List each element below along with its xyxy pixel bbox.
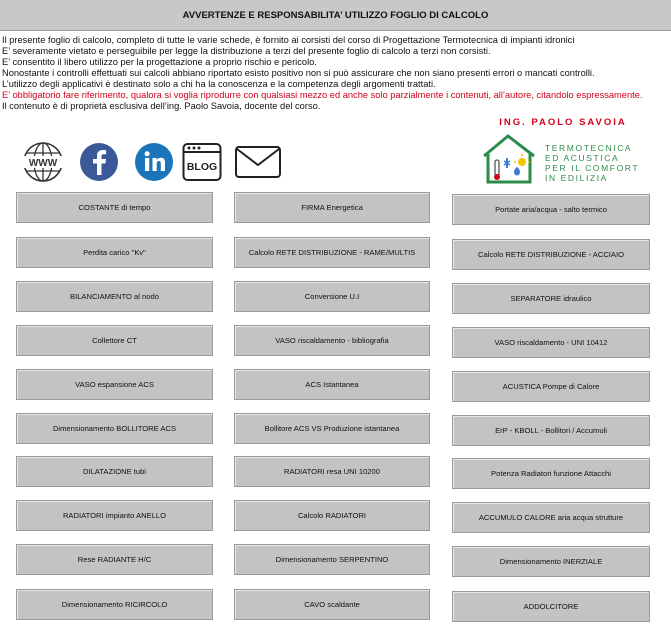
sheet-link-button[interactable]: Perdita carico "Kv" [16,237,213,268]
disclaimer-line: Nonostante i controlli effettuati sui calcoli abbiano riportato esisto positivo non si può assicurare che non siano presenti errori o mancati controlli. [2,68,595,78]
sheet-link-button[interactable]: BILANCIAMENTO al nodo [16,281,213,312]
sheet-link-button[interactable]: ADDOLCITORE [452,591,650,622]
sheet-link-button[interactable]: CAVO scaldante [234,589,430,620]
disclaimer-line: E’ severamente vietato e perseguibile per legge la distribuzione a terzi del presente foglio di calcolo a terzi non corsisti. [2,46,491,56]
sheet-link-button[interactable]: Potenza Radiatori funzione Attacchi [452,458,650,489]
ownership-line: Il contenuto è di proprietà esclusiva dell’ing. Paolo Savoia, docente del corso. [2,101,321,111]
sheet-link-button[interactable]: Portate aria/acqua - salto termico [452,194,650,225]
sheet-link-button[interactable]: Bollitore ACS VS Produzione istantanea [234,413,430,444]
sheet-link-button[interactable]: VASO riscaldamento - bibliografia [234,325,430,356]
logo-name: ING. PAOLO SAVOIA [499,117,627,128]
linkedin-icon[interactable] [134,142,174,182]
sheet-link-button[interactable]: VASO espansione ACS [16,369,213,400]
logo-tagline-line: IN EDILIZIA [545,173,608,183]
disclaimer-text [2,35,667,112]
house-comfort-icon [478,130,544,186]
sheet-link-button[interactable]: RADIATORI impianto ANELLO [16,500,213,531]
sheet-link-button[interactable]: ErP - KBOLL - Bollitori / Accumuli [452,415,650,446]
sheet-link-button[interactable]: Dimensionamento INERZIALE [452,546,650,577]
facebook-icon[interactable] [79,142,119,182]
page-title: AVVERTENZE E RESPONSABILITA’ UTILIZZO FOGLIO DI CALCOLO [0,0,671,31]
sheet-link-button[interactable]: Calcolo RETE DISTRIBUZIONE - ACCIAIO [452,239,650,270]
logo-tagline-line: PER IL COMFORT [545,163,640,173]
www-label: WWW [28,158,58,169]
sheet-link-button[interactable]: ACCUMULO CALORE aria acqua strutture [452,502,650,533]
sheet-link-button[interactable]: Dimensionamento RICIRCOLO [16,589,213,620]
sheet-link-button[interactable]: Conversione U.I [234,281,430,312]
disclaimer-line: L’utilizzo degli applicativi è destinato solo a chi ha la conoscenza e la competenza degli argomenti trattati. [2,79,436,89]
sheet-link-button[interactable]: ACS Istantanea [234,369,430,400]
sheet-link-button[interactable]: ACUSTICA Pompe di Calore [452,371,650,402]
sheet-link-button[interactable]: COSTANTE di tempo [16,192,213,223]
sheet-link-button[interactable]: DILATAZIONE tubi [16,456,213,487]
sheet-link-button[interactable]: Dimensionamento BOLLITORE ACS [16,413,213,444]
globe-www-icon[interactable] [20,139,66,185]
sheet-link-button[interactable]: Calcolo RETE DISTRIBUZIONE - RAME/MULTIS [234,237,430,268]
blog-icon[interactable] [182,142,222,182]
logo-tagline-line: TERMOTECNICA [545,143,633,153]
social-icons [20,139,282,185]
sheet-link-button[interactable]: SEPARATORE idraulico [452,283,650,314]
sheet-link-button[interactable]: RADIATORI resa UNI 10200 [234,456,430,487]
mail-icon[interactable] [234,142,282,182]
disclaimer-line: Il presente foglio di calcolo, completo di tutte le varie schede, è fornito ai corsisti del corso di Progettazione Termotecnica di impianti idronici [2,35,575,45]
sheet-link-button[interactable]: Rese RADIANTE H/C [16,544,213,575]
sheet-link-button[interactable]: VASO riscaldamento - UNI 10412 [452,327,650,358]
logo-tagline-line: ED ACUSTICA [545,153,620,163]
sheet-link-button[interactable]: Calcolo RADIATORI [234,500,430,531]
sheet-link-button[interactable]: Collettore CT [16,325,213,356]
blog-label: BLOG [186,161,218,173]
sheet-link-button[interactable]: FIRMA Energetica [234,192,430,223]
attribution-warning: E’ obbligatorio fare riferimento, qualora si voglia riprodurre con qualsiasi mezzo ed anche solo parzialmente i contenuti, all’autore, citandolo espressamente. [2,90,643,100]
author-logo [478,117,648,187]
sheet-link-button[interactable]: Dimensionamento SERPENTINO [234,544,430,575]
disclaimer-line: E’ consentito il libero utilizzo per la progettazione a proprio rischio e pericolo. [2,57,317,67]
